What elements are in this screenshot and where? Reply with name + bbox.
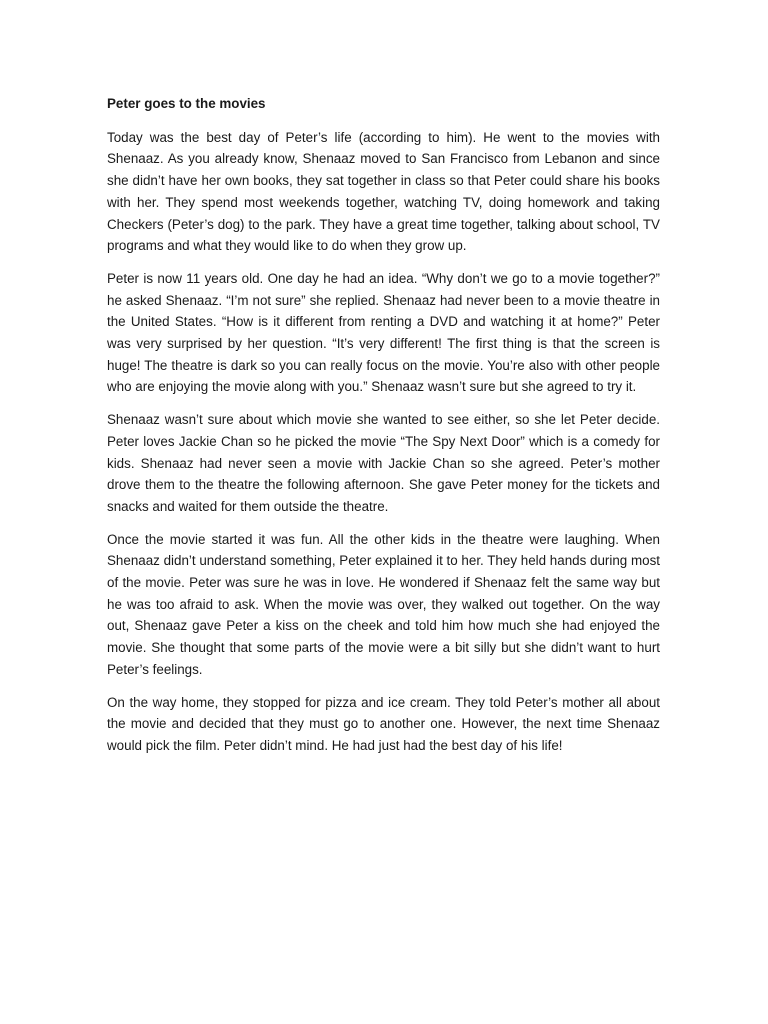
- paragraph-2: Peter is now 11 years old. One day he had an idea. “Why don’t we go to a movie together?” he asked Shenaaz. “I’m not sure” she replied. Shenaaz had never been to a movie theatre in the United States. “How is it different from renting a DVD and watching it at home?” Peter was very surprised by her question. “It’s very different! The first thing is that the screen is huge! The theatre is dark so you can really focus on the movie. You’re also with other people who are enjoying the movie along with you.” Shenaaz wasn’t sure but she agreed to try it.: [107, 270, 660, 395]
- document-page: [107, 93, 660, 768]
- paragraph-1: Today was the best day of Peter’s life (according to him). He went to the movies with Shenaaz. As you already know, Shenaaz moved to San Francisco from Lebanon and since she didn’t have her own books, they sat together in class so that Peter could share his books with her. They spend most weekends together, watching TV, doing homework and taking Checkers (Peter’s dog) to the park. They have a great time together, talking about school, TV programs and what they would like to do when they grow up.: [107, 129, 660, 254]
- paragraph-4: Once the movie started it was fun. All the other kids in the theatre were laughing. When Shenaaz didn’t understand something, Peter explained it to her. They held hands during most of the movie. Peter was sure he was in love. He wondered if Shenaaz felt the same way but he was too afraid to ask. When the movie was over, they walked out together. On the way out, Shenaaz gave Peter a kiss on the cheek and told him how much she had enjoyed the movie. She thought that some parts of the movie were a bit silly but she didn’t want to hurt Peter’s feelings.: [107, 531, 660, 677]
- paragraph-3: Shenaaz wasn’t sure about which movie she wanted to see either, so she let Peter decide. Peter loves Jackie Chan so he picked the movie “The Spy Next Door” which is a comedy for kids. Shenaaz had never seen a movie with Jackie Chan so she agreed. Peter’s mother drove them to the theatre the following afternoon. She gave Peter money for the tickets and snacks and waited for them outside the theatre.: [107, 412, 660, 514]
- paragraph-5: On the way home, they stopped for pizza and ice cream. They told Peter’s mother all about the movie and decided that they must go to another one. However, the next time Shenaaz would pick the film. Peter didn’t mind. He had just had the best day of his life!: [107, 694, 660, 753]
- document-title: Peter goes to the movies: [107, 96, 266, 111]
